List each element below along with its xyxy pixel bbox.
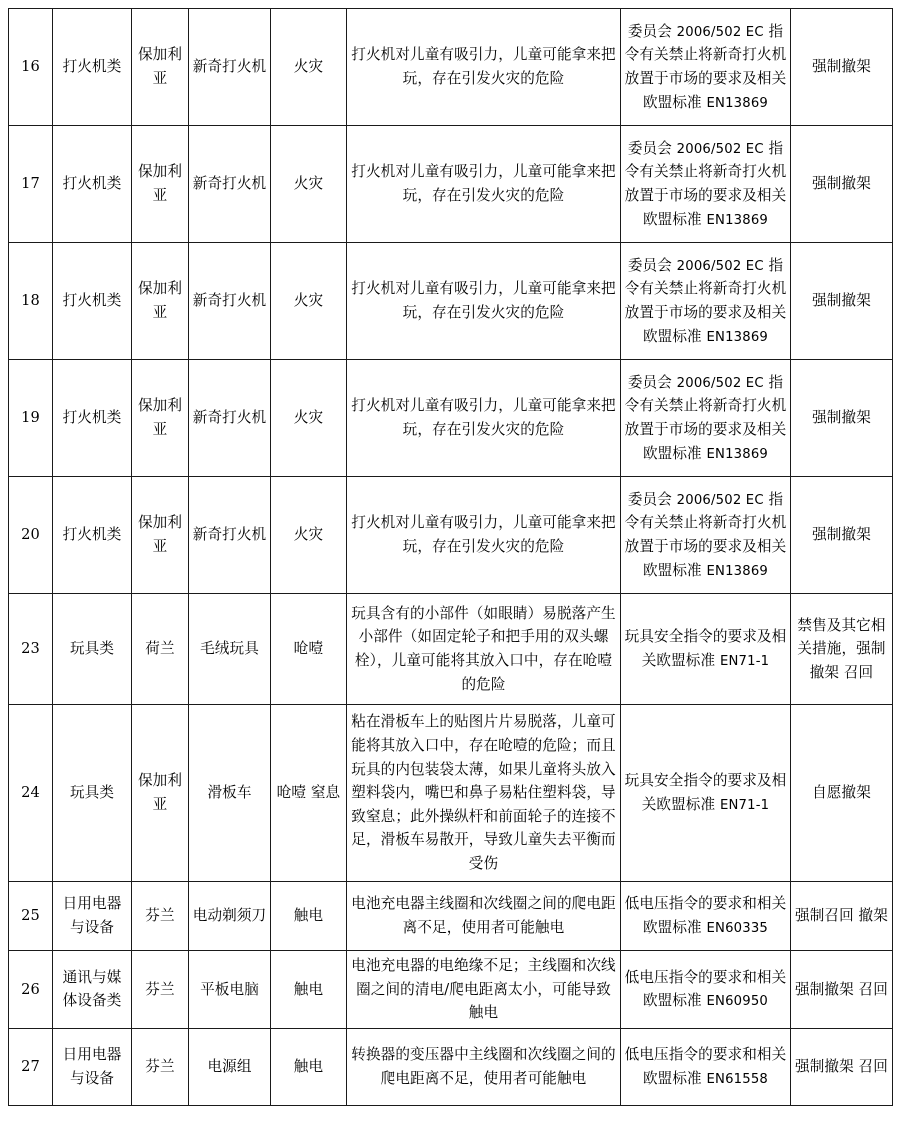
regulation-code-primary: 2006/502 EC <box>676 375 764 391</box>
cell-regulation <box>621 1028 791 1105</box>
cell-description: 电池充电器主线圈和次线圈之间的爬电距离不足，使用者可能触电 <box>347 882 621 951</box>
cell-index: 20 <box>9 477 53 594</box>
cell-index: 27 <box>9 1028 53 1105</box>
table-row <box>9 594 893 705</box>
cell-description: 电池充电器的电绝缘不足；主线圈和次线圈之间的清电/爬电距离太小，可能导致触电 <box>347 951 621 1029</box>
cell-index: 18 <box>9 243 53 360</box>
regulation-prefix: 委员会 <box>627 373 677 391</box>
cell-measure: 禁售及其它相关措施，强制撤架 召回 <box>791 594 893 705</box>
table-row <box>9 705 893 882</box>
regulation-middle: 低电压指令的要求和相关欧盟标准 <box>624 895 787 936</box>
cell-measure: 强制召回 撤架 <box>791 882 893 951</box>
cell-category: 打火机类 <box>53 243 132 360</box>
regulation-middle: 低电压指令的要求和相关欧盟标准 <box>624 1046 787 1087</box>
cell-product: 新奇打火机 <box>189 360 271 477</box>
cell-country: 保加利亚 <box>132 360 189 477</box>
regulation-standard-code: EN71-1 <box>719 654 770 669</box>
cell-risk: 火灾 <box>271 9 347 126</box>
cell-index: 16 <box>9 9 53 126</box>
cell-measure: 强制撤架 <box>791 243 893 360</box>
regulation-middle: 低电压指令的要求和相关欧盟标准 <box>624 968 787 1010</box>
regulation-standard-code: EN71-1 <box>719 798 770 813</box>
cell-index: 25 <box>9 882 53 951</box>
cell-regulation <box>621 360 791 477</box>
cell-product: 毛绒玩具 <box>189 594 271 705</box>
regulation-middle: 指令有关禁止将新奇打火机放置于市场的要求及相关欧盟标准 <box>624 22 787 111</box>
cell-risk: 火灾 <box>271 126 347 243</box>
regulation-standard-code: EN13869 <box>706 563 769 579</box>
cell-description: 转换器的变压器中主线圈和次线圈之间的爬电距离不足，使用者可能触电 <box>347 1028 621 1105</box>
regulation-code-primary: 2006/502 EC <box>676 24 764 40</box>
cell-category: 通讯与媒体设备类 <box>53 951 132 1029</box>
cell-risk: 呛噎 窒息 <box>271 705 347 882</box>
regulation-prefix: 委员会 <box>627 22 677 40</box>
cell-measure: 强制撤架 <box>791 477 893 594</box>
regulation-standard-code: EN61558 <box>706 1071 769 1087</box>
cell-index: 17 <box>9 126 53 243</box>
cell-risk: 触电 <box>271 951 347 1029</box>
cell-measure: 强制撤架 召回 <box>791 951 893 1029</box>
regulation-prefix: 委员会 <box>627 139 677 157</box>
cell-risk: 火灾 <box>271 360 347 477</box>
cell-description: 打火机对儿童有吸引力，儿童可能拿来把玩，存在引发火灾的危险 <box>347 243 621 360</box>
cell-country: 保加利亚 <box>132 9 189 126</box>
cell-risk: 触电 <box>271 1028 347 1105</box>
cell-category: 玩具类 <box>53 594 132 705</box>
cell-category: 打火机类 <box>53 360 132 477</box>
product-recall-table <box>8 8 893 1106</box>
regulation-middle: 玩具安全指令的要求及相关欧盟标准 <box>624 628 787 669</box>
cell-measure: 强制撤架 <box>791 126 893 243</box>
table-row <box>9 9 893 126</box>
cell-risk: 触电 <box>271 882 347 951</box>
cell-product: 新奇打火机 <box>189 477 271 594</box>
cell-regulation <box>621 951 791 1029</box>
regulation-code-primary: 2006/502 EC <box>676 492 764 508</box>
table-body <box>9 9 893 1106</box>
regulation-middle: 指令有关禁止将新奇打火机放置于市场的要求及相关欧盟标准 <box>624 490 787 579</box>
table-row <box>9 1028 893 1105</box>
regulation-middle: 玩具安全指令的要求及相关欧盟标准 <box>624 772 787 813</box>
cell-description: 打火机对儿童有吸引力，儿童可能拿来把玩，存在引发火灾的危险 <box>347 477 621 594</box>
cell-product: 平板电脑 <box>189 951 271 1029</box>
cell-risk: 呛噎 <box>271 594 347 705</box>
regulation-middle: 指令有关禁止将新奇打火机放置于市场的要求及相关欧盟标准 <box>624 373 787 462</box>
regulation-code-primary: 2006/502 EC <box>676 141 764 157</box>
table-row <box>9 126 893 243</box>
cell-category: 日用电器与设备 <box>53 1028 132 1105</box>
cell-category: 日用电器与设备 <box>53 882 132 951</box>
cell-regulation <box>621 594 791 705</box>
regulation-standard-code: EN13869 <box>706 446 769 462</box>
cell-measure: 强制撤架 <box>791 360 893 477</box>
cell-country: 保加利亚 <box>132 243 189 360</box>
cell-index: 26 <box>9 951 53 1029</box>
cell-country: 芬兰 <box>132 951 189 1029</box>
cell-measure: 强制撤架 召回 <box>791 1028 893 1105</box>
table-row <box>9 243 893 360</box>
cell-country: 芬兰 <box>132 1028 189 1105</box>
regulation-standard-code: EN13869 <box>706 95 769 111</box>
cell-product: 新奇打火机 <box>189 126 271 243</box>
cell-product: 新奇打火机 <box>189 9 271 126</box>
cell-product: 新奇打火机 <box>189 243 271 360</box>
cell-product: 电动剃须刀 <box>189 882 271 951</box>
cell-category: 打火机类 <box>53 9 132 126</box>
cell-index: 23 <box>9 594 53 705</box>
cell-category: 打火机类 <box>53 477 132 594</box>
cell-regulation <box>621 705 791 882</box>
cell-index: 24 <box>9 705 53 882</box>
cell-risk: 火灾 <box>271 243 347 360</box>
regulation-standard-code: EN13869 <box>706 329 769 345</box>
cell-measure: 自愿撤架 <box>791 705 893 882</box>
cell-regulation <box>621 477 791 594</box>
regulation-standard-code: EN60950 <box>706 994 769 1010</box>
regulation-middle: 指令有关禁止将新奇打火机放置于市场的要求及相关欧盟标准 <box>624 256 787 345</box>
regulation-prefix: 委员会 <box>627 490 677 508</box>
regulation-standard-code: EN13869 <box>706 212 769 228</box>
cell-risk: 火灾 <box>271 477 347 594</box>
regulation-standard-code: EN60335 <box>706 921 769 936</box>
cell-regulation <box>621 882 791 951</box>
cell-country: 荷兰 <box>132 594 189 705</box>
cell-index: 19 <box>9 360 53 477</box>
table-row <box>9 882 893 951</box>
cell-category: 打火机类 <box>53 126 132 243</box>
cell-country: 保加利亚 <box>132 705 189 882</box>
cell-description: 打火机对儿童有吸引力，儿童可能拿来把玩，存在引发火灾的危险 <box>347 360 621 477</box>
cell-country: 保加利亚 <box>132 477 189 594</box>
cell-product: 滑板车 <box>189 705 271 882</box>
cell-regulation <box>621 9 791 126</box>
cell-description: 打火机对儿童有吸引力，儿童可能拿来把玩，存在引发火灾的危险 <box>347 9 621 126</box>
regulation-prefix: 委员会 <box>627 256 677 274</box>
cell-regulation <box>621 126 791 243</box>
table-row <box>9 951 893 1029</box>
cell-description: 玩具含有的小部件（如眼睛）易脱落产生小部件（如固定轮子和把手用的双头螺栓），儿童可能将其放入口中，存在呛噎的危险 <box>347 594 621 705</box>
table-row <box>9 360 893 477</box>
cell-country: 保加利亚 <box>132 126 189 243</box>
cell-description: 打火机对儿童有吸引力，儿童可能拿来把玩，存在引发火灾的危险 <box>347 126 621 243</box>
regulation-middle: 指令有关禁止将新奇打火机放置于市场的要求及相关欧盟标准 <box>624 139 787 228</box>
cell-measure: 强制撤架 <box>791 9 893 126</box>
table-row <box>9 477 893 594</box>
cell-regulation <box>621 243 791 360</box>
cell-description: 粘在滑板车上的贴图片片易脱落，儿童可能将其放入口中，存在呛噎的危险；而且玩具的内包装袋太薄，如果儿童将头放入塑料袋内，嘴巴和鼻子易粘住塑料袋，导致窒息；此外操纵杆和前面轮子的连接不足，滑板车易散开，导致儿童失去平衡而受伤 <box>347 705 621 882</box>
cell-category: 玩具类 <box>53 705 132 882</box>
regulation-code-primary: 2006/502 EC <box>676 258 764 274</box>
cell-country: 芬兰 <box>132 882 189 951</box>
cell-product: 电源组 <box>189 1028 271 1105</box>
